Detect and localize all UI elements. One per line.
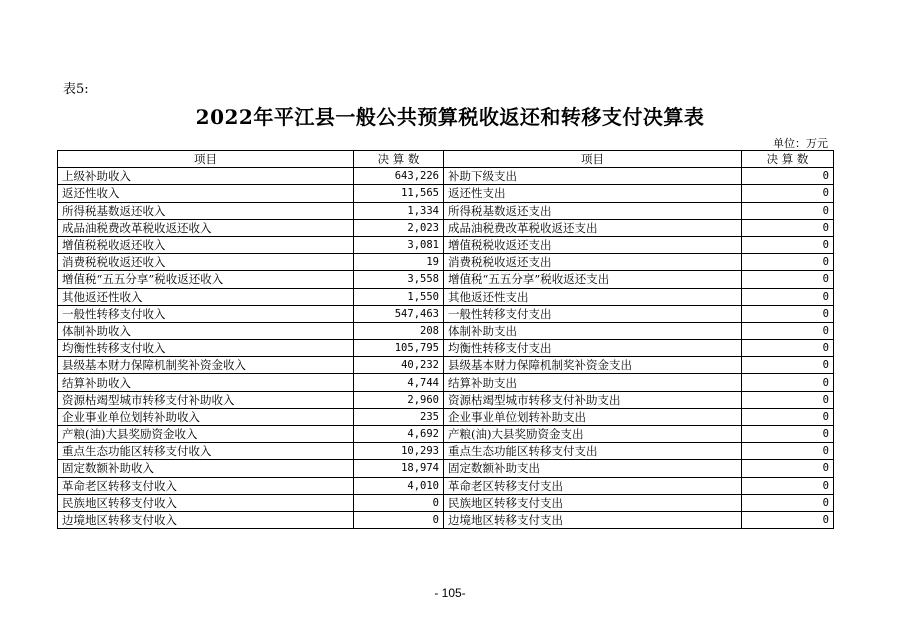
income-item-cell: 固定数额补助收入 <box>58 460 354 477</box>
table-body <box>58 168 834 529</box>
table-row <box>58 254 834 271</box>
income-item-cell: 企业事业单位划转补助收入 <box>58 408 354 425</box>
expense-amount-cell: 0 <box>742 426 834 443</box>
expense-amount-cell: 0 <box>742 236 834 253</box>
income-item-cell: 重点生态功能区转移支付收入 <box>58 443 354 460</box>
expense-item-cell: 增值税“五五分享”税收返还支出 <box>444 271 742 288</box>
expense-amount-cell: 0 <box>742 219 834 236</box>
expense-amount-cell: 0 <box>742 254 834 271</box>
income-item-cell: 均衡性转移支付收入 <box>58 340 354 357</box>
expense-item-cell: 返还性支出 <box>444 185 742 202</box>
income-item-cell: 消费税税收返还收入 <box>58 254 354 271</box>
page-title: 2022年平江县一般公共预算税收返还和转移支付决算表 <box>195 105 705 129</box>
expense-amount-cell: 0 <box>742 322 834 339</box>
expense-item-cell: 增值税税收返还支出 <box>444 236 742 253</box>
budget-table <box>57 150 834 529</box>
income-amount-cell: 4,744 <box>354 374 444 391</box>
income-item-cell: 革命老区转移支付收入 <box>58 477 354 494</box>
table-row <box>58 322 834 339</box>
expense-item-cell: 其他返还性支出 <box>444 288 742 305</box>
table-row <box>58 305 834 322</box>
table-row <box>58 288 834 305</box>
page-number: - 105- <box>434 586 466 600</box>
expense-amount-cell: 0 <box>742 477 834 494</box>
expense-item-cell: 资源枯竭型城市转移支付补助支出 <box>444 391 742 408</box>
expense-item-cell: 补助下级支出 <box>444 168 742 185</box>
table-row <box>58 236 834 253</box>
header-expense-item: 项目 <box>444 151 742 168</box>
table-row <box>58 271 834 288</box>
expense-item-cell: 消费税税收返还支出 <box>444 254 742 271</box>
income-amount-cell: 547,463 <box>354 305 444 322</box>
income-amount-cell: 11,565 <box>354 185 444 202</box>
income-amount-cell: 4,010 <box>354 477 444 494</box>
income-item-cell: 资源枯竭型城市转移支付补助收入 <box>58 391 354 408</box>
income-item-cell: 所得税基数返还收入 <box>58 202 354 219</box>
expense-amount-cell: 0 <box>742 202 834 219</box>
income-amount-cell: 235 <box>354 408 444 425</box>
income-amount-cell: 2,960 <box>354 391 444 408</box>
income-item-cell: 民族地区转移支付收入 <box>58 494 354 511</box>
unit-label: 单位：万元 <box>773 137 828 150</box>
income-item-cell: 县级基本财力保障机制奖补资金收入 <box>58 357 354 374</box>
expense-amount-cell: 0 <box>742 305 834 322</box>
table-row <box>58 391 834 408</box>
income-amount-cell: 208 <box>354 322 444 339</box>
expense-item-cell: 重点生态功能区转移支付支出 <box>444 443 742 460</box>
table-row <box>58 460 834 477</box>
table-row <box>58 219 834 236</box>
header-income-amount: 决 算 数 <box>354 151 444 168</box>
expense-item-cell: 产粮(油)大县奖励资金支出 <box>444 426 742 443</box>
expense-amount-cell: 0 <box>742 340 834 357</box>
income-item-cell: 增值税“五五分享”税收返还收入 <box>58 271 354 288</box>
table-row <box>58 443 834 460</box>
income-amount-cell: 2,023 <box>354 219 444 236</box>
income-item-cell: 结算补助收入 <box>58 374 354 391</box>
expense-amount-cell: 0 <box>742 185 834 202</box>
income-item-cell: 一般性转移支付收入 <box>58 305 354 322</box>
income-item-cell: 体制补助收入 <box>58 322 354 339</box>
expense-amount-cell: 0 <box>742 460 834 477</box>
expense-amount-cell: 0 <box>742 288 834 305</box>
income-amount-cell: 18,974 <box>354 460 444 477</box>
expense-item-cell: 均衡性转移支付支出 <box>444 340 742 357</box>
table-row <box>58 494 834 511</box>
income-item-cell: 其他返还性收入 <box>58 288 354 305</box>
income-item-cell: 边境地区转移支付收入 <box>58 511 354 528</box>
income-amount-cell: 3,558 <box>354 271 444 288</box>
income-amount-cell: 1,334 <box>354 202 444 219</box>
expense-item-cell: 所得税基数返还支出 <box>444 202 742 219</box>
header-expense-amount: 决 算 数 <box>742 151 834 168</box>
expense-item-cell: 革命老区转移支付支出 <box>444 477 742 494</box>
expense-amount-cell: 0 <box>742 511 834 528</box>
expense-amount-cell: 0 <box>742 374 834 391</box>
income-item-cell: 返还性收入 <box>58 185 354 202</box>
expense-amount-cell: 0 <box>742 494 834 511</box>
income-item-cell: 产粮(油)大县奖励资金收入 <box>58 426 354 443</box>
expense-amount-cell: 0 <box>742 357 834 374</box>
expense-amount-cell: 0 <box>742 408 834 425</box>
income-item-cell: 成品油税费改革税收返还收入 <box>58 219 354 236</box>
table-row <box>58 340 834 357</box>
income-item-cell: 增值税税收返还收入 <box>58 236 354 253</box>
expense-amount-cell: 0 <box>742 391 834 408</box>
expense-item-cell: 成品油税费改革税收返还支出 <box>444 219 742 236</box>
income-amount-cell: 643,226 <box>354 168 444 185</box>
header-income-item: 项目 <box>58 151 354 168</box>
expense-item-cell: 民族地区转移支付支出 <box>444 494 742 511</box>
table-row <box>58 357 834 374</box>
income-amount-cell: 105,795 <box>354 340 444 357</box>
table-label: 表5: <box>63 82 89 97</box>
expense-item-cell: 一般性转移支付支出 <box>444 305 742 322</box>
expense-item-cell: 固定数额补助支出 <box>444 460 742 477</box>
expense-item-cell: 体制补助支出 <box>444 322 742 339</box>
expense-amount-cell: 0 <box>742 168 834 185</box>
expense-amount-cell: 0 <box>742 271 834 288</box>
expense-item-cell: 县级基本财力保障机制奖补资金支出 <box>444 357 742 374</box>
table-row <box>58 511 834 528</box>
income-amount-cell: 10,293 <box>354 443 444 460</box>
table-row <box>58 185 834 202</box>
expense-amount-cell: 0 <box>742 443 834 460</box>
income-amount-cell: 1,550 <box>354 288 444 305</box>
table-row <box>58 408 834 425</box>
table-row <box>58 426 834 443</box>
income-amount-cell: 40,232 <box>354 357 444 374</box>
expense-item-cell: 企业事业单位划转补助支出 <box>444 408 742 425</box>
table-row <box>58 168 834 185</box>
income-amount-cell: 0 <box>354 494 444 511</box>
table-row <box>58 202 834 219</box>
income-item-cell: 上级补助收入 <box>58 168 354 185</box>
expense-item-cell: 结算补助支出 <box>444 374 742 391</box>
table-row <box>58 477 834 494</box>
expense-item-cell: 边境地区转移支付支出 <box>444 511 742 528</box>
income-amount-cell: 3,081 <box>354 236 444 253</box>
income-amount-cell: 4,692 <box>354 426 444 443</box>
income-amount-cell: 19 <box>354 254 444 271</box>
table-header-row <box>58 151 834 168</box>
income-amount-cell: 0 <box>354 511 444 528</box>
table-row <box>58 374 834 391</box>
